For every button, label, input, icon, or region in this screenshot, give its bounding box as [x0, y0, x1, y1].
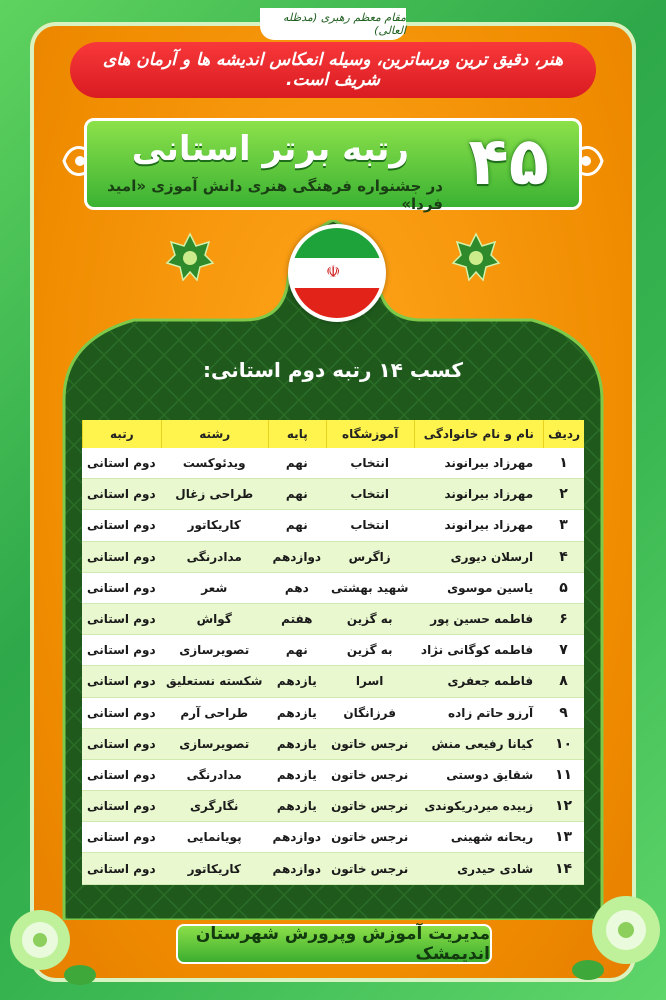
title-subtitle: در جشنواره فرهنگی هنری دانش آموزی «امید فردا» — [107, 177, 443, 213]
header-row-number: ردیف — [543, 420, 584, 448]
table-row — [82, 635, 584, 666]
field: مدادرنگی — [161, 542, 268, 573]
flower-right-icon — [570, 870, 666, 990]
school: نرجس خاتون — [326, 822, 414, 853]
header-school: آموزشگاه — [326, 420, 414, 448]
row-number: ۷ — [543, 635, 584, 666]
rank: دوم استانی — [82, 698, 161, 729]
row-number: ۵ — [543, 573, 584, 604]
school: به گزین — [326, 635, 414, 666]
field: طراحی آرم — [161, 698, 268, 729]
grade: دوازدهم — [268, 853, 326, 884]
student-name: ریحانه شهینی — [414, 822, 544, 853]
school: نرجس خاتون — [326, 760, 414, 791]
flower-left-icon — [0, 880, 96, 990]
field: ویدئوکست — [161, 448, 268, 479]
table-row — [82, 604, 584, 635]
rank: دوم استانی — [82, 822, 161, 853]
row-number: ۱۰ — [543, 729, 584, 760]
rank: دوم استانی — [82, 666, 161, 697]
table-row — [82, 510, 584, 541]
rank: دوم استانی — [82, 791, 161, 822]
field: تصویرسازی — [161, 729, 268, 760]
medallion-left-icon — [165, 232, 215, 282]
field: شعر — [161, 573, 268, 604]
school: شهید بهشتی — [326, 573, 414, 604]
rank: دوم استانی — [82, 510, 161, 541]
grade: یازدهم — [268, 729, 326, 760]
rank: دوم استانی — [82, 542, 161, 573]
row-number: ۳ — [543, 510, 584, 541]
row-number: ۲ — [543, 479, 584, 510]
field: کاریکاتور — [161, 853, 268, 884]
rank: دوم استانی — [82, 573, 161, 604]
grade: دهم — [268, 573, 326, 604]
rank: دوم استانی — [82, 853, 161, 884]
grade: هفتم — [268, 604, 326, 635]
field: کاریکاتور — [161, 510, 268, 541]
header-grade: پایه — [268, 420, 326, 448]
table-row — [82, 666, 584, 697]
student-name: شادی حیدری — [414, 853, 544, 884]
table-row — [82, 791, 584, 822]
row-number: ۸ — [543, 666, 584, 697]
field: پویانمایی — [161, 822, 268, 853]
row-number: ۱ — [543, 448, 584, 479]
quote-ribbon: هنر، دقیق ترین ورساترین، وسیله انعکاس اندیشه ها و آرمان های شریف است. — [70, 42, 596, 98]
grade: نهم — [268, 510, 326, 541]
table-row — [82, 729, 584, 760]
table-row — [82, 542, 584, 573]
row-number: ۴ — [543, 542, 584, 573]
table-header-row — [82, 420, 584, 448]
school: انتخاب — [326, 448, 414, 479]
field: نگارگری — [161, 791, 268, 822]
school: نرجس خاتون — [326, 791, 414, 822]
table-row — [82, 448, 584, 479]
title-box — [84, 118, 582, 213]
iran-flag-icon: ☫ — [288, 224, 386, 322]
table-row — [82, 822, 584, 853]
row-number: ۶ — [543, 604, 584, 635]
student-name: زبیده میردریکوندی — [414, 791, 544, 822]
row-number: ۱۲ — [543, 791, 584, 822]
school: انتخاب — [326, 479, 414, 510]
header-name: نام و نام خانوادگی — [414, 420, 544, 448]
row-number: ۱۴ — [543, 853, 584, 884]
student-name: فاطمه حسین پور — [414, 604, 544, 635]
quote-source: مقام معظم رهبری (مدظله العالی) — [260, 8, 406, 40]
medallion-right-icon — [451, 232, 501, 282]
section-heading: کسب ۱۴ رتبه دوم استانی: — [202, 358, 464, 382]
student-name: مهرزاد بیرانوند — [414, 448, 544, 479]
table-row — [82, 479, 584, 510]
footer-organization: مدیریت آموزش وپرورش شهرستان اندیمشک — [176, 924, 492, 964]
school: زاگرس — [326, 542, 414, 573]
school: نرجس خاتون — [326, 853, 414, 884]
grade: دوازدهم — [268, 542, 326, 573]
student-name: یاسین موسوی — [414, 573, 544, 604]
school: اسرا — [326, 666, 414, 697]
title-number: ۴۵ — [468, 123, 549, 200]
student-name: فاطمه کوگانی نژاد — [414, 635, 544, 666]
row-number: ۱۱ — [543, 760, 584, 791]
rank: دوم استانی — [82, 448, 161, 479]
title-main: رتبه برتر استانی — [131, 129, 409, 169]
student-name: شقایق دوستی — [414, 760, 544, 791]
student-name: مهرزاد بیرانوند — [414, 510, 544, 541]
header-rank: رتبه — [82, 420, 161, 448]
grade: یازدهم — [268, 791, 326, 822]
ranks-table — [82, 420, 584, 885]
table-row — [82, 853, 584, 884]
header-field: رشته — [161, 420, 268, 448]
grade: نهم — [268, 448, 326, 479]
table-row — [82, 698, 584, 729]
grade: یازدهم — [268, 760, 326, 791]
field: شکسته نستعلیق — [161, 666, 268, 697]
school: فرزانگان — [326, 698, 414, 729]
field: مدادرنگی — [161, 760, 268, 791]
rank: دوم استانی — [82, 479, 161, 510]
field: طراحی زغال — [161, 479, 268, 510]
student-name: ارسلان دیوری — [414, 542, 544, 573]
school: انتخاب — [326, 510, 414, 541]
rank: دوم استانی — [82, 604, 161, 635]
grade: نهم — [268, 479, 326, 510]
grade: یازدهم — [268, 698, 326, 729]
student-name: آرزو حاتم زاده — [414, 698, 544, 729]
table-row — [82, 573, 584, 604]
grade: یازدهم — [268, 666, 326, 697]
student-name: کیانا رفیعی منش — [414, 729, 544, 760]
grade: نهم — [268, 635, 326, 666]
grade: دوازدهم — [268, 822, 326, 853]
student-name: فاطمه جعفری — [414, 666, 544, 697]
school: به گزین — [326, 604, 414, 635]
rank: دوم استانی — [82, 729, 161, 760]
row-number: ۱۳ — [543, 822, 584, 853]
rank: دوم استانی — [82, 760, 161, 791]
rank: دوم استانی — [82, 635, 161, 666]
table-row — [82, 760, 584, 791]
school: نرجس خاتون — [326, 729, 414, 760]
row-number: ۹ — [543, 698, 584, 729]
field: گواش — [161, 604, 268, 635]
student-name: مهرزاد بیرانوند — [414, 479, 544, 510]
field: تصویرسازی — [161, 635, 268, 666]
